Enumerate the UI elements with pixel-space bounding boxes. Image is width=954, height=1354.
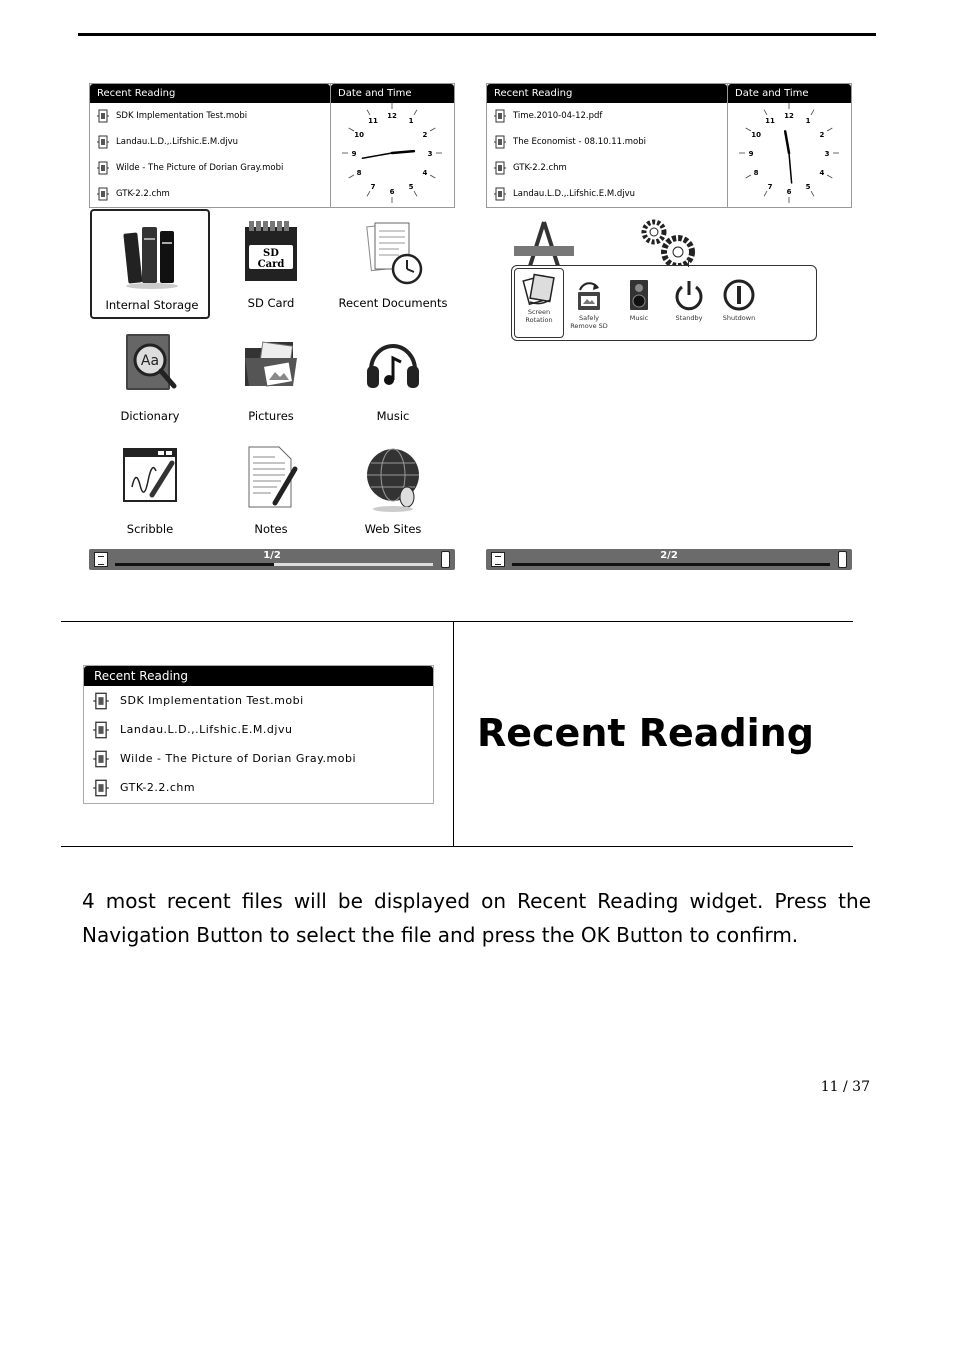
recent-file-name: Landau.L.D.,.Lifshic.E.M.djvu	[116, 137, 239, 147]
clock-tick	[414, 110, 417, 115]
page-indicator-bar	[89, 549, 455, 570]
app-recent-documents[interactable]	[333, 209, 453, 319]
recent-file-item[interactable]	[84, 773, 433, 802]
clock-tick	[746, 128, 751, 131]
app-scribble[interactable]	[90, 435, 210, 545]
analog-clock	[331, 103, 454, 208]
section-title: Recent Reading	[477, 711, 814, 755]
clock-tick	[827, 175, 832, 178]
clock-number: 1	[805, 117, 811, 126]
clock-number: 10	[751, 131, 761, 139]
top-rule	[78, 33, 876, 36]
svg-text:SD: SD	[263, 248, 279, 259]
clock-number: 5	[408, 182, 414, 191]
recent-documents-icon	[363, 217, 423, 287]
sd-card-icon	[241, 217, 301, 287]
clock-number: 12	[784, 112, 794, 120]
standby-icon	[672, 278, 706, 312]
popup-item-label: Shutdown	[722, 314, 756, 322]
widget-row	[486, 83, 852, 208]
page-progress-fill	[512, 563, 830, 566]
clock-number: 8	[356, 169, 362, 177]
file-icon	[493, 161, 507, 175]
clock-tick	[430, 175, 435, 178]
recent-file-item[interactable]	[487, 129, 727, 155]
pictures-icon	[241, 330, 301, 400]
app-label: SD Card	[247, 296, 295, 310]
drawing-tools-icon	[514, 222, 574, 266]
recent-file-item[interactable]	[90, 129, 330, 155]
clock-number: 10	[354, 131, 364, 139]
app-internal-storage[interactable]	[90, 209, 210, 319]
remove-sd-icon	[572, 278, 606, 312]
recent-file-item[interactable]	[84, 715, 433, 744]
file-icon	[92, 721, 110, 739]
app-notes[interactable]	[211, 435, 331, 545]
file-icon	[92, 750, 110, 768]
page-progress-track	[115, 563, 433, 566]
popup-pointer	[688, 257, 689, 267]
clock-tick	[746, 175, 751, 178]
clock-number: 9	[748, 150, 754, 158]
recent-reading-widget[interactable]	[90, 84, 331, 208]
app-label: Recent Documents	[338, 296, 448, 310]
recent-file-name: Wilde - The Picture of Dorian Gray.mobi	[116, 163, 284, 173]
recent-reading-header: Recent Reading	[84, 666, 433, 686]
clock-number: 11	[368, 117, 378, 126]
clock-number: 4	[422, 169, 428, 177]
clock-number: 12	[387, 112, 397, 120]
recent-file-name: GTK-2.2.chm	[120, 781, 196, 794]
body-paragraph: 4 most recent files will be displayed on Recent Reading widget. Press the Navigation Button to select the file and press the OK Button to confirm.	[82, 889, 871, 947]
file-icon	[96, 135, 110, 149]
scribble-icon	[120, 443, 180, 513]
headphones-icon	[363, 330, 423, 400]
popup-item-label: Screen Rotation	[525, 308, 553, 324]
clock-hour-hand	[392, 151, 414, 153]
date-time-header: Date and Time	[331, 84, 454, 103]
page-progress-track	[512, 563, 830, 566]
app-label: Pictures	[248, 409, 294, 423]
recent-reading-widget[interactable]	[487, 84, 728, 208]
date-time-header: Date and Time	[728, 84, 851, 103]
popup-item-label: Standby	[675, 314, 703, 322]
svg-text:Card: Card	[257, 259, 285, 270]
date-time-widget	[728, 84, 851, 208]
file-icon	[92, 692, 110, 710]
clock-tick	[367, 191, 370, 196]
clock-tick	[811, 191, 814, 196]
app-label: Web Sites	[364, 522, 422, 536]
app-music[interactable]	[333, 322, 453, 432]
clock-number: 7	[370, 182, 376, 191]
clock-minute-hand	[362, 153, 392, 158]
clock-number: 4	[819, 169, 825, 177]
music-button[interactable]	[614, 278, 664, 338]
page-indicator-bar	[486, 549, 852, 570]
recent-file-name: Landau.L.D.,.Lifshic.E.M.djvu	[513, 189, 636, 199]
settings-gears-icon	[644, 222, 692, 266]
app-pictures[interactable]	[211, 322, 331, 432]
clock-number: 3	[427, 150, 433, 158]
recent-reading-header: Recent Reading	[487, 84, 727, 103]
recent-file-name: Time.2010-04-12.pdf	[513, 111, 603, 121]
file-icon	[96, 161, 110, 175]
clock-tick	[414, 191, 417, 196]
app-label: Scribble	[126, 522, 174, 536]
books-icon	[122, 219, 182, 289]
app-dictionary[interactable]	[90, 322, 210, 432]
clock-hour-hand	[785, 131, 789, 153]
page-progress-fill	[115, 563, 274, 566]
shutdown-icon	[722, 278, 756, 312]
recent-reading-widget-detail[interactable]	[83, 665, 434, 804]
recent-file-item[interactable]	[487, 155, 727, 181]
file-icon	[493, 135, 507, 149]
screen-rotation-icon	[522, 272, 556, 306]
speaker-icon	[622, 278, 656, 312]
app-label: Notes	[254, 522, 288, 536]
file-icon	[92, 779, 110, 797]
notes-icon	[241, 443, 301, 513]
clock-number: 6	[389, 188, 395, 196]
recent-file-name: SDK Implementation Test.mobi	[116, 111, 248, 121]
clock-number: 2	[819, 131, 825, 139]
file-icon	[493, 109, 507, 123]
clock-tick	[764, 110, 767, 115]
app-sd-card[interactable]	[211, 209, 331, 319]
file-icon	[96, 109, 110, 123]
recent-file-item[interactable]	[84, 744, 433, 773]
clock-tick	[349, 175, 354, 178]
recent-file-item[interactable]	[487, 103, 727, 129]
recent-file-item[interactable]	[84, 686, 433, 715]
recent-file-item[interactable]	[487, 181, 727, 207]
quick-actions-popup	[511, 265, 817, 341]
battery-icon	[838, 551, 847, 568]
clock-number: 8	[753, 169, 759, 177]
recent-file-name: Landau.L.D.,.Lifshic.E.M.djvu	[120, 723, 293, 736]
file-icon	[96, 187, 110, 201]
recent-file-name: GTK-2.2.chm	[116, 189, 170, 199]
widget-row	[89, 83, 455, 208]
dictionary-icon	[120, 330, 180, 400]
recent-file-name: SDK Implementation Test.mobi	[120, 694, 304, 707]
date-time-widget	[331, 84, 454, 208]
app-web-sites[interactable]	[333, 435, 453, 545]
safely-remove-sd-button[interactable]	[564, 278, 614, 338]
file-icon	[493, 187, 507, 201]
page-number: 11 / 37	[820, 1079, 870, 1095]
clock-tick	[367, 110, 370, 115]
clock-number: 5	[805, 182, 811, 191]
recent-file-item[interactable]	[90, 155, 330, 181]
screen-rotation-button[interactable]	[514, 268, 564, 338]
table-divider	[453, 622, 454, 846]
recent-file-item[interactable]	[90, 181, 330, 207]
recent-file-name: The Economist - 08.10.11.mobi	[513, 137, 647, 147]
standby-button[interactable]	[664, 278, 714, 338]
clock-number: 6	[786, 188, 792, 196]
clock-number: 1	[408, 117, 414, 126]
battery-icon	[441, 551, 450, 568]
clock-tick	[827, 128, 832, 131]
app-label: Dictionary	[120, 409, 180, 423]
shutdown-button[interactable]	[714, 278, 764, 338]
clock-number: 2	[422, 131, 428, 139]
clock-number: 9	[351, 150, 357, 158]
clock-tick	[430, 128, 435, 131]
recent-reading-header: Recent Reading	[90, 84, 330, 103]
popup-item-label: Safely Remove SD	[570, 314, 608, 330]
widget-table	[61, 621, 853, 847]
clock-number: 3	[824, 150, 830, 158]
clock-tick	[764, 191, 767, 196]
clock-tick	[349, 128, 354, 131]
clock-tick	[811, 110, 814, 115]
clock-minute-hand	[789, 153, 792, 183]
page-indicator-label: 2/2	[660, 550, 678, 561]
clock-number: 11	[765, 117, 775, 126]
app-label: Internal Storage	[105, 298, 199, 312]
globe-icon	[363, 443, 423, 513]
clock-number: 7	[767, 182, 773, 191]
recent-file-name: GTK-2.2.chm	[513, 163, 567, 173]
analog-clock	[728, 103, 851, 208]
popup-item-label: Music	[629, 314, 649, 322]
recent-file-item[interactable]	[90, 103, 330, 129]
device-screen-page-1	[89, 83, 455, 570]
svg-text:Aa: Aa	[140, 353, 160, 369]
page-indicator-label: 1/2	[263, 550, 281, 561]
device-screen-page-2	[486, 83, 852, 570]
recent-file-name: Wilde - The Picture of Dorian Gray.mobi	[120, 752, 357, 765]
app-label: Music	[376, 409, 410, 423]
